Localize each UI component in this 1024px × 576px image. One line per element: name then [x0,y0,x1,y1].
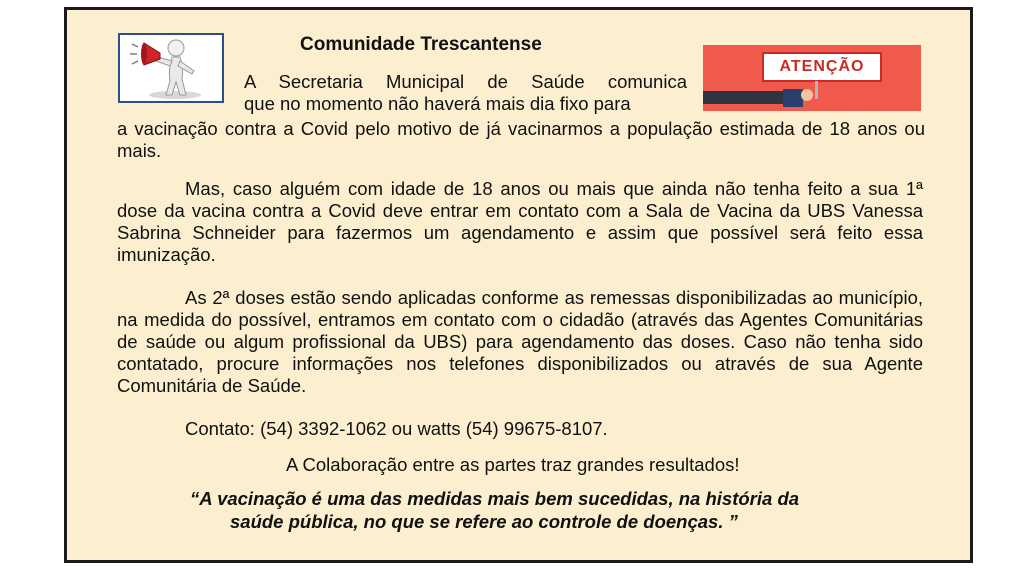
paragraph-2: Mas, caso alguém com idade de 18 anos ou mais que ainda não tenha feito a sua 1ª dose da vacina contra a Covid deve entrar em contato com a Sala de Vacina da UBS Vanessa Sabrina Schneider para fazermos um agendamento e assim que possível será feito essa imunização. [117,178,923,265]
paragraph-1-rest: a vacinação contra a Covid pelo motivo de já vacinarmos a população estimada de 18 anos ou mais. [117,118,925,161]
collaboration-line: A Colaboração entre as partes traz grandes resultados! [286,454,740,475]
quote [190,487,930,533]
paragraph-3: As 2ª doses estão sendo aplicadas conforme as remessas disponibilizadas ao município, na medida do possível, entramos em contato com o cidadão (através das Agentes Comunitárias de saúde ou algum profissional da UBS) para agendamento das doses. Caso não tenha sido contatado, procure informações nos telefones disponibilizados ou através de sua Agente Comunitária de Saúde. [117,287,923,396]
quote-line-2: saúde pública, no que se refere ao controle de doenças. ” [230,511,738,532]
paragraph-1-line-1: A Secretaria Municipal de Saúde comunica [244,71,687,92]
quote-line-1: “A vacinação é uma das medidas mais bem sucedidas, na história da [190,488,800,509]
megaphone-person-icon [118,33,224,103]
attention-badge-text: ATENÇÃO [779,58,865,75]
attention-sign-icon [703,45,921,111]
page-title: Comunidade Trescantense [300,34,542,55]
paragraph-1-line-2: que no momento não haverá mais dia fixo para [244,93,631,114]
contact-line: Contato: (54) 3392-1062 ou watts (54) 99675-8107. [185,418,608,439]
